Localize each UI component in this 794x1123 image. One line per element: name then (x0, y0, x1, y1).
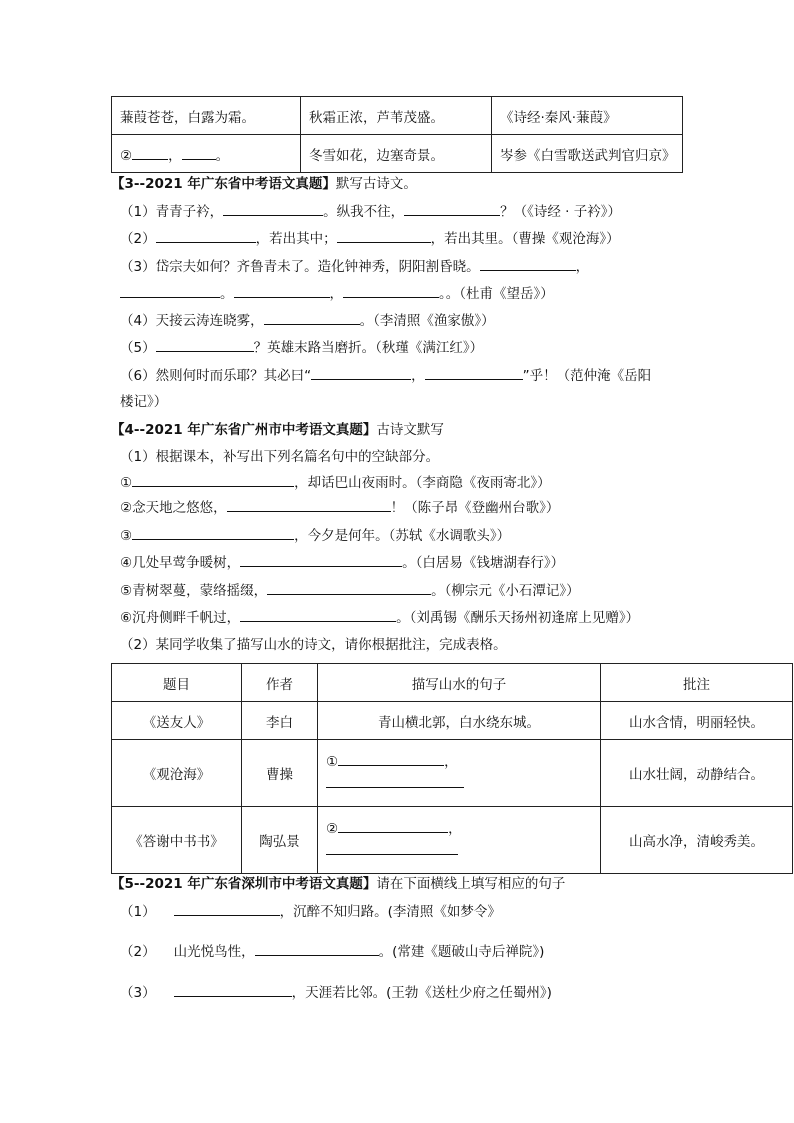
question-intro: （2）某同学收集了描写山水的诗文，请你根据批注，完成表格。 (120, 637, 507, 653)
section-3-heading: 【3--2021 年广东省中考语文真题】默写古诗文。 (111, 176, 417, 192)
question-line: （6）然则何时而乐耶？其必曰“ ， ”乎！（范仲淹《岳阳 (120, 365, 651, 386)
list-item: ②念天地之悠悠， ！（陈子昂《登幽州台歌》） (120, 497, 559, 518)
fill-blank[interactable] (227, 497, 391, 512)
question-line: 楼记》） (120, 394, 168, 410)
fill-blank[interactable] (132, 525, 294, 540)
fill-blank[interactable] (326, 773, 464, 788)
table-cell: 《诗经·秦风·蒹葭》 (492, 97, 683, 135)
fill-blank[interactable] (223, 201, 323, 216)
table-cell: 李白 (242, 702, 318, 740)
fill-blank[interactable] (156, 228, 256, 243)
list-item: （1） ，沉醉不知归路。(李清照《如梦令》 (120, 901, 501, 922)
question-line: （2） ，若出其中； ，若出其里。（曹操《观沧海》） (120, 228, 620, 249)
fill-blank[interactable] (264, 310, 360, 325)
table-cell: 《答谢中书书》 (112, 807, 242, 874)
list-item: ① ，却话巴山夜雨时。（李商隐《夜雨寄北》） (120, 472, 551, 493)
fill-blank[interactable] (311, 365, 411, 380)
table-cell-blank: ② ， (318, 807, 601, 874)
table-cell: 岑参《白雪歌送武判官归京》 (492, 135, 683, 173)
table-row (112, 702, 793, 740)
fill-blank[interactable] (132, 472, 294, 487)
question-line: （1）青青子衿， 。纵我不往， ？（《诗经 · 子衿》） (120, 201, 621, 222)
table-header-row (112, 664, 793, 702)
fill-blank[interactable] (404, 201, 500, 216)
table-cell-blank: ① ， (318, 740, 601, 807)
question-line: （5） ？英雄末路当磨折。（秋瑾《满江红》） (120, 337, 483, 358)
table-cell: 山高水净，清峻秀美。 (601, 807, 793, 874)
list-item: （3） ，天涯若比邻。(王勃《送杜少府之任蜀州》) (120, 982, 552, 1003)
fill-blank[interactable] (337, 228, 431, 243)
list-item: ⑤青树翠蔓，蒙络摇缀， 。（柳宗元《小石潭记》） (120, 580, 580, 601)
list-item: （2） 山光悦鸟性， 。(常建《题破山寺后禅院》) (120, 941, 544, 962)
table-cell: 山水含情，明丽轻快。 (601, 702, 793, 740)
fill-blank[interactable] (338, 818, 448, 833)
table-row (112, 807, 793, 874)
fill-blank[interactable] (132, 145, 168, 160)
table-cell: 冬雪如花，边塞奇景。 (301, 135, 492, 173)
table-cell: 陶弘景 (242, 807, 318, 874)
fill-blank[interactable] (338, 751, 444, 766)
table-cell-blank: ② ， 。 (112, 135, 301, 173)
fill-blank[interactable] (156, 337, 254, 352)
table-cell: 蒹葭苍苍，白露为霜。 (112, 97, 301, 135)
table-cell: 《送友人》 (112, 702, 242, 740)
table-cell: 曹操 (242, 740, 318, 807)
fill-blank[interactable] (480, 256, 576, 271)
table-row (112, 740, 793, 807)
table-header: 批注 (601, 664, 793, 702)
poem-table (111, 96, 683, 173)
table-cell: 青山横北郭，白水绕东城。 (318, 702, 601, 740)
question-line: （3）岱宗夫如何？齐鲁青未了。造化钟神秀，阴阳割昏晓。 ， (120, 256, 589, 277)
question-intro: （1）根据课本，补写出下列名篇名句中的空缺部分。 (120, 449, 440, 465)
question-line: 。 ， 。。（杜甫《望岳》） (120, 283, 554, 304)
fill-blank[interactable] (120, 283, 220, 298)
section-5-heading: 【5--2021 年广东省深圳市中考语文真题】请在下面横线上填写相应的句子 (111, 876, 566, 892)
fill-blank[interactable] (255, 941, 379, 956)
fill-blank[interactable] (267, 580, 431, 595)
fill-blank[interactable] (343, 283, 439, 298)
fill-blank[interactable] (326, 840, 458, 855)
table-cell: 山水壮阔，动静结合。 (601, 740, 793, 807)
table-row (112, 135, 683, 173)
fill-blank[interactable] (240, 607, 396, 622)
table-header: 题目 (112, 664, 242, 702)
fill-blank[interactable] (174, 982, 292, 997)
landscape-table (111, 663, 793, 874)
fill-blank[interactable] (174, 901, 280, 916)
fill-blank[interactable] (425, 365, 523, 380)
question-line: （4）天接云涛连晓雾， 。（李清照《渔家傲》） (120, 310, 495, 331)
section-4-heading: 【4--2021 年广东省广州市中考语文真题】古诗文默写 (111, 422, 444, 438)
table-cell: 秋霜正浓，芦苇茂盛。 (301, 97, 492, 135)
fill-blank[interactable] (240, 552, 402, 567)
table-row (112, 97, 683, 135)
fill-blank[interactable] (182, 145, 216, 160)
list-item: ④几处早莺争暖树， 。（白居易《钱塘湖春行》） (120, 552, 564, 573)
fill-blank[interactable] (234, 283, 330, 298)
list-item: ⑥沉舟侧畔千帆过， 。（刘禹锡《酬乐天扬州初逢席上见赠》） (120, 607, 639, 628)
list-item: ③ ，今夕是何年。（苏轼《水调歌头》） (120, 525, 510, 546)
table-header: 描写山水的句子 (318, 664, 601, 702)
table-cell: 《观沧海》 (112, 740, 242, 807)
table-header: 作者 (242, 664, 318, 702)
